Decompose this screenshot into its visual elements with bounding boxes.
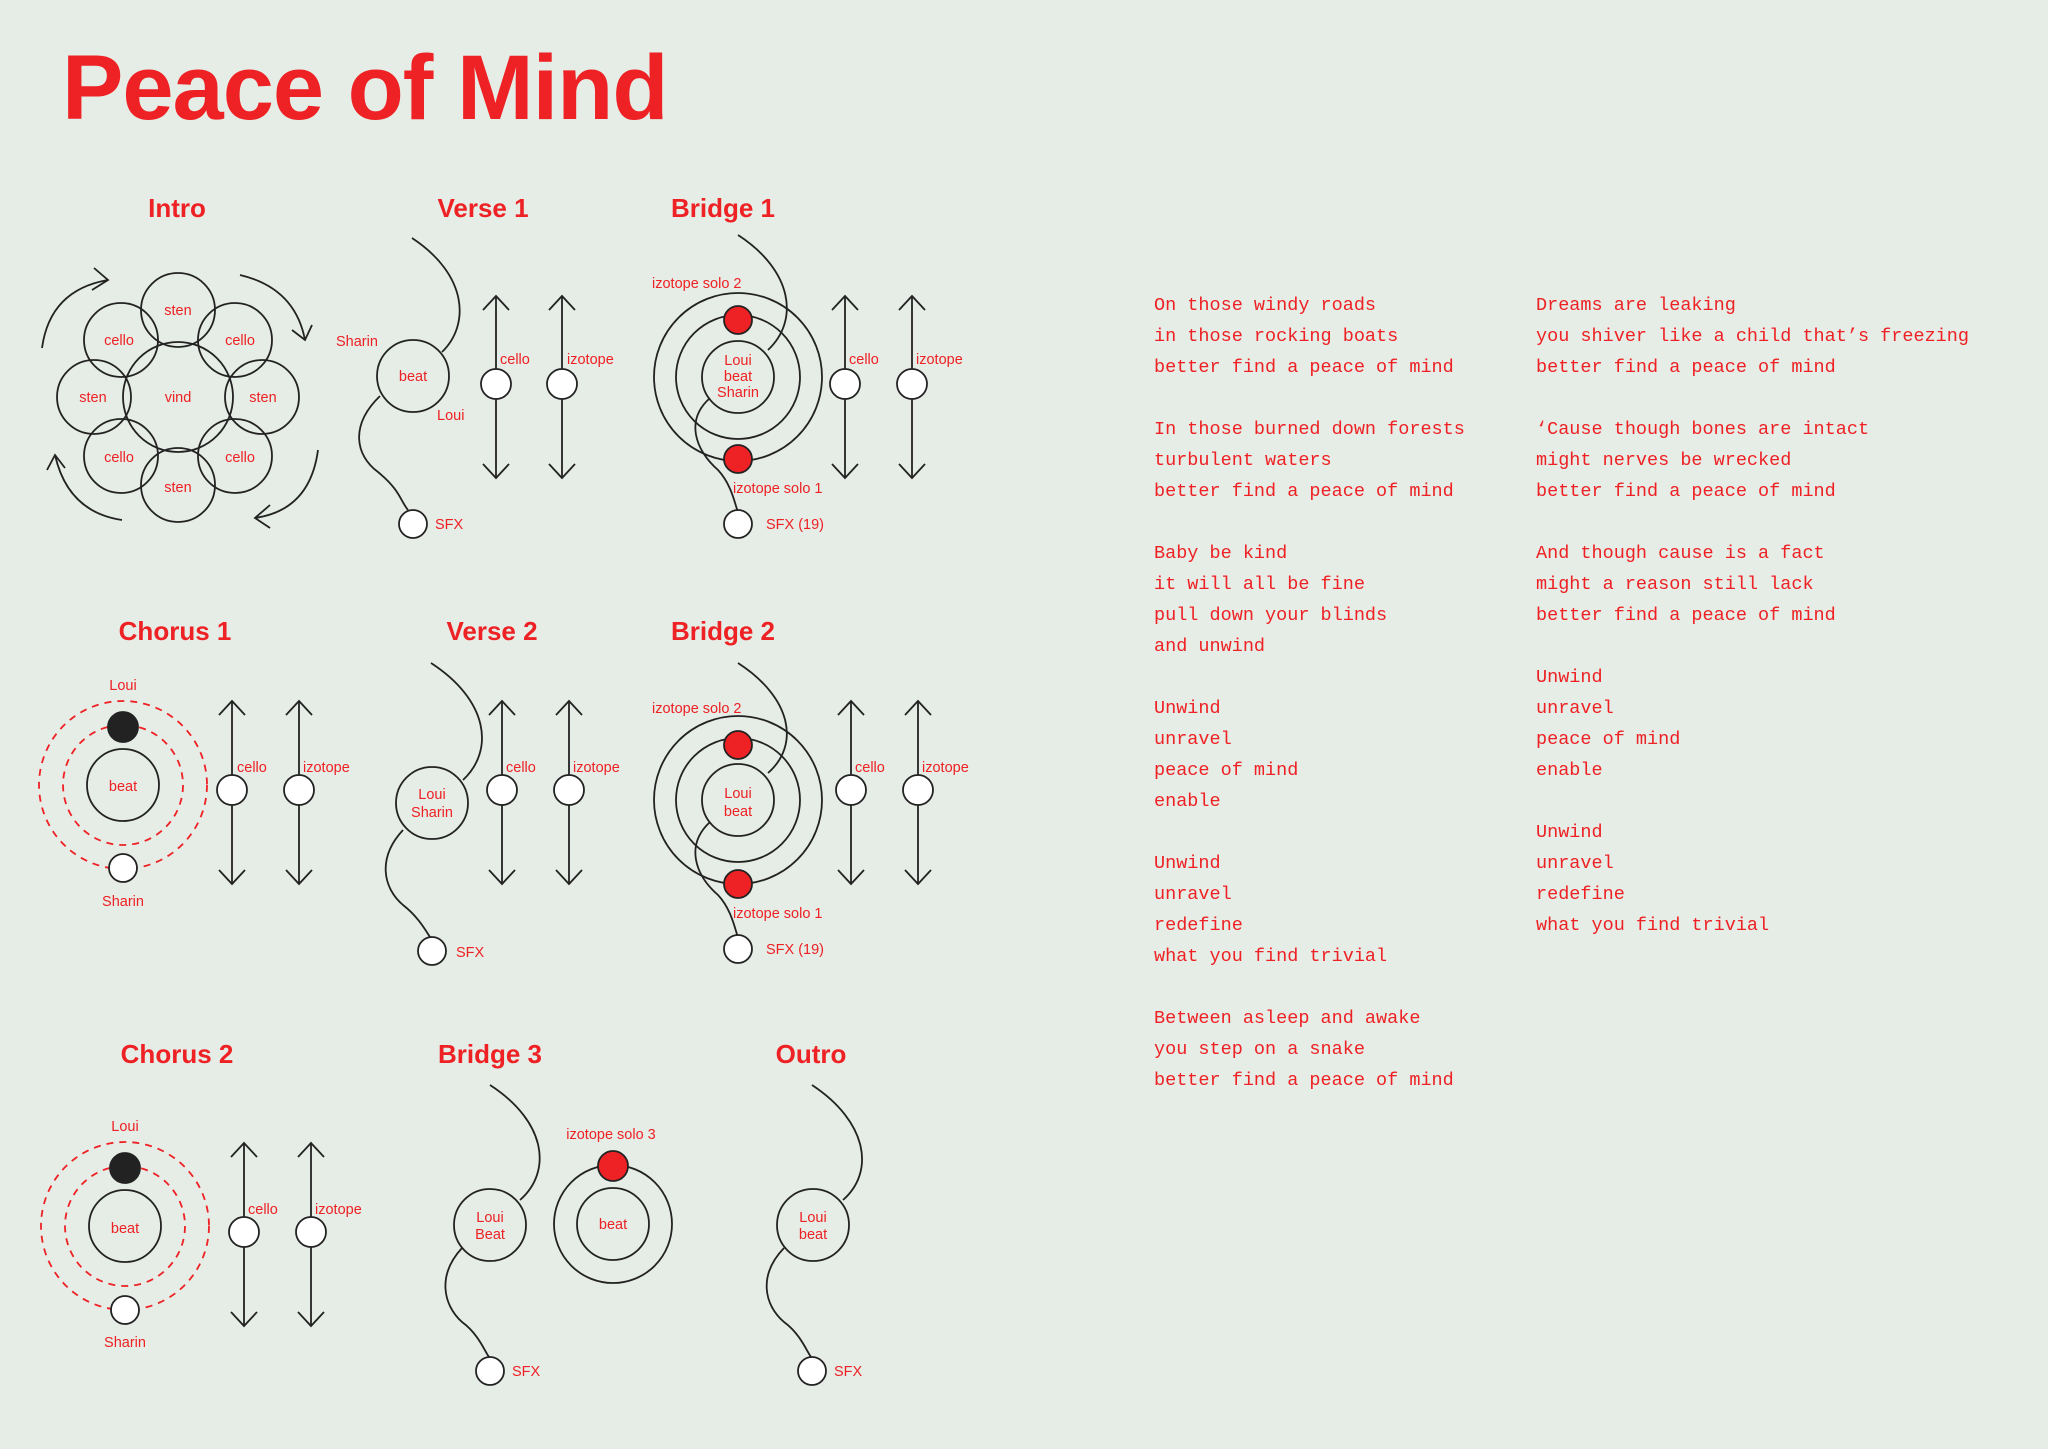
bridge2-section <box>652 616 969 963</box>
bridge2-solo1-label: izotope solo 1 <box>733 906 823 922</box>
bridge3-node-label-2: Beat <box>475 1227 505 1243</box>
chorus1-izotope-label: izotope <box>303 760 350 776</box>
verse1-izotope-fader <box>547 296 614 478</box>
intro-section <box>42 193 318 528</box>
verse1-loui-label: Loui <box>437 408 465 424</box>
lyric-line: and unwind <box>1154 636 1266 657</box>
lyric-line: you step on a snake <box>1154 1039 1365 1060</box>
chorus2-cello-fader <box>229 1143 278 1326</box>
intro-title: Intro <box>148 193 206 223</box>
lyric-line: what you find trivial <box>1154 946 1388 967</box>
lyric-line: redefine <box>1536 884 1625 905</box>
lyric-line: enable <box>1154 791 1221 812</box>
bridge1-section <box>652 193 963 538</box>
bridge2-solo1-node <box>724 870 752 898</box>
bridge2-cello-label: cello <box>855 760 885 776</box>
chorus1-loui-label: Loui <box>109 678 137 694</box>
bridge1-sfx-node <box>724 510 752 538</box>
chorus1-loui-node <box>108 712 138 742</box>
verse1-flow-bottom <box>359 396 408 510</box>
bridge3-solo3-label: izotope solo 3 <box>566 1127 656 1143</box>
bridge2-cello-fader <box>836 701 885 884</box>
bridge3-beat-label: beat <box>598 1217 628 1233</box>
lyric-line: better find a peace of mind <box>1536 605 1836 626</box>
lyric-line: Unwind <box>1154 698 1221 719</box>
chorus1-cello-label: cello <box>237 760 267 776</box>
lyric-line: in those rocking boats <box>1154 326 1399 347</box>
outro-sfx-node <box>798 1357 826 1385</box>
verse2-node-label-1: Loui <box>418 787 446 803</box>
bridge1-izotope-fader <box>897 296 963 478</box>
verse1-beat-label: beat <box>398 369 428 385</box>
bridge1-solo2-node <box>724 306 752 334</box>
lyric-line: enable <box>1536 760 1603 781</box>
intro-label-left: sten <box>79 390 107 406</box>
lyric-line: peace of mind <box>1154 760 1299 781</box>
lyric-line: peace of mind <box>1536 729 1681 750</box>
verse2-title: Verse 2 <box>446 616 538 646</box>
bridge3-section <box>438 1039 672 1385</box>
intro-label-upper-right: cello <box>225 333 255 349</box>
chorus2-cello-label: cello <box>248 1202 278 1218</box>
chorus2-loui-node <box>110 1153 140 1183</box>
verse2-izotope-label: izotope <box>573 760 620 776</box>
bridge3-flow-top <box>490 1085 540 1200</box>
bridge2-center-label-1: Loui <box>724 786 752 802</box>
lyric-line: might nerves be wrecked <box>1536 450 1792 471</box>
lyric-line: better find a peace of mind <box>1154 1070 1454 1091</box>
lyric-line: unravel <box>1536 853 1614 874</box>
lyrics-stanza <box>1536 538 1969 631</box>
page-title: Peace of Mind <box>62 37 668 139</box>
verse2-cello-label: cello <box>506 760 536 776</box>
verse1-sharin-label: Sharin <box>336 334 378 350</box>
outro-sfx-label: SFX <box>834 1364 863 1380</box>
bridge2-sfx-label: SFX (19) <box>766 942 825 958</box>
lyric-line: might a reason still lack <box>1536 574 1814 595</box>
chorus1-cello-fader <box>217 701 267 884</box>
chorus2-loui-label: Loui <box>111 1119 139 1135</box>
intro-label-bottom: sten <box>164 480 192 496</box>
lyric-line: Between asleep and awake <box>1154 1008 1421 1029</box>
bridge3-sfx-label: SFX <box>512 1364 541 1380</box>
lyric-line: it will all be fine <box>1154 574 1365 595</box>
bridge3-solo3-node <box>598 1151 628 1181</box>
verse1-title: Verse 1 <box>437 193 529 223</box>
bridge3-flow-bottom <box>445 1248 490 1358</box>
lyrics-stanza <box>1154 414 1465 507</box>
bridge1-cello-label: cello <box>849 352 879 368</box>
lyric-line: redefine <box>1154 915 1243 936</box>
lyric-line: better find a peace of mind <box>1536 357 1836 378</box>
lyric-line: turbulent waters <box>1154 450 1332 471</box>
verse2-flow-bottom <box>386 830 432 940</box>
lyrics-stanza <box>1536 414 1969 507</box>
verse2-izotope-fader <box>554 701 620 884</box>
lyric-line: Unwind <box>1536 667 1603 688</box>
chorus1-sharin-node <box>109 854 137 882</box>
bridge2-solo2-label: izotope solo 2 <box>652 701 742 717</box>
lyrics-column-2 <box>1536 290 1969 972</box>
bridge1-center-label-3: Sharin <box>717 385 759 401</box>
bridge1-solo1-node <box>724 445 752 473</box>
outro-title: Outro <box>775 1039 847 1069</box>
verse1-cello-label: cello <box>500 352 530 368</box>
intro-label-upper-left: cello <box>104 333 134 349</box>
chorus2-title: Chorus 2 <box>120 1039 234 1069</box>
verse2-sfx-node <box>418 937 446 965</box>
lyric-line: Unwind <box>1154 853 1221 874</box>
chorus2-sharin-label: Sharin <box>104 1335 146 1351</box>
verse2-node <box>396 767 468 839</box>
intro-label-center: vind <box>164 390 192 406</box>
lyric-line: In those burned down forests <box>1154 419 1465 440</box>
bridge3-title: Bridge 3 <box>437 1039 543 1069</box>
intro-label-right: sten <box>249 390 277 406</box>
chorus2-izotope-fader <box>296 1143 362 1326</box>
chorus2-beat-label: beat <box>110 1221 140 1237</box>
bridge1-izotope-label: izotope <box>916 352 963 368</box>
lyrics-column-1 <box>1154 290 1465 1127</box>
intro-label-lower-right: cello <box>225 450 255 466</box>
chorus2-izotope-label: izotope <box>315 1202 362 1218</box>
bridge2-solo2-node <box>724 731 752 759</box>
bridge1-center-label-2: beat <box>723 369 753 385</box>
lyric-line: better find a peace of mind <box>1154 357 1454 378</box>
chorus2-section <box>41 1039 362 1351</box>
bridge1-title: Bridge 1 <box>670 193 776 223</box>
bridge1-sfx-label: SFX (19) <box>766 517 825 533</box>
lyric-line: what you find trivial <box>1536 915 1770 936</box>
outro-section <box>767 1039 863 1385</box>
lyrics-stanza <box>1536 290 1969 383</box>
verse1-section <box>336 193 614 538</box>
verse1-izotope-label: izotope <box>567 352 614 368</box>
outro-flow-bottom <box>767 1248 812 1358</box>
verse2-node-label-2: Sharin <box>411 805 453 821</box>
lyrics-stanza <box>1154 1003 1465 1096</box>
lyric-line: pull down your blinds <box>1154 605 1388 626</box>
lyrics-stanza <box>1154 538 1465 662</box>
lyric-line: better find a peace of mind <box>1536 481 1836 502</box>
lyric-line: better find a peace of mind <box>1154 481 1454 502</box>
chorus1-beat-label: beat <box>108 779 138 795</box>
bridge2-izotope-label: izotope <box>922 760 969 776</box>
verse2-section <box>386 616 620 965</box>
bridge2-sfx-node <box>724 935 752 963</box>
outro-node-label-2: beat <box>798 1227 828 1243</box>
lyric-line: Baby be kind <box>1154 543 1288 564</box>
outro-flow-top <box>812 1085 862 1200</box>
verse1-flow-top <box>412 238 460 352</box>
verse2-cello-fader <box>487 701 536 884</box>
lyrics-stanza <box>1536 662 1969 786</box>
bridge2-center-label-2: beat <box>723 804 753 820</box>
lyric-line: And though cause is a fact <box>1536 543 1825 564</box>
lyric-line: unravel <box>1154 729 1232 750</box>
lyrics-stanza <box>1154 693 1465 817</box>
bridge2-izotope-fader <box>903 701 969 884</box>
lyric-line: ‘Cause though bones are intact <box>1536 419 1870 440</box>
bridge1-center-label-1: Loui <box>724 353 752 369</box>
verse1-sfx-label: SFX <box>435 517 464 533</box>
bridge3-sfx-node <box>476 1357 504 1385</box>
verse2-flow-top <box>431 663 482 780</box>
lyrics-stanza <box>1154 290 1465 383</box>
verse1-cello-fader <box>481 296 530 478</box>
chorus1-izotope-fader <box>284 701 350 884</box>
chorus1-sharin-label: Sharin <box>102 894 144 910</box>
lyric-line: unravel <box>1536 698 1614 719</box>
bridge1-cello-fader <box>830 296 879 478</box>
bridge2-title: Bridge 2 <box>670 616 776 646</box>
lyric-line: you shiver like a child that’s freezing <box>1536 326 1969 347</box>
chorus1-section <box>39 616 350 910</box>
lyrics-stanza <box>1536 817 1969 941</box>
verse1-sfx-node <box>399 510 427 538</box>
lyric-line: Unwind <box>1536 822 1603 843</box>
intro-label-lower-left: cello <box>104 450 134 466</box>
intro-label-top: sten <box>164 303 192 319</box>
lyric-line: On those windy roads <box>1154 295 1377 316</box>
lyric-line: unravel <box>1154 884 1232 905</box>
verse2-sfx-label: SFX <box>456 945 485 961</box>
bridge1-solo1-label: izotope solo 1 <box>733 481 823 497</box>
outro-node-label-1: Loui <box>799 1210 827 1226</box>
bridge3-node-label-1: Loui <box>476 1210 504 1226</box>
chorus1-title: Chorus 1 <box>118 616 232 646</box>
bridge1-solo2-label: izotope solo 2 <box>652 276 742 292</box>
chorus2-sharin-node <box>111 1296 139 1324</box>
lyric-line: Dreams are leaking <box>1536 295 1736 316</box>
lyrics-stanza <box>1154 848 1465 972</box>
